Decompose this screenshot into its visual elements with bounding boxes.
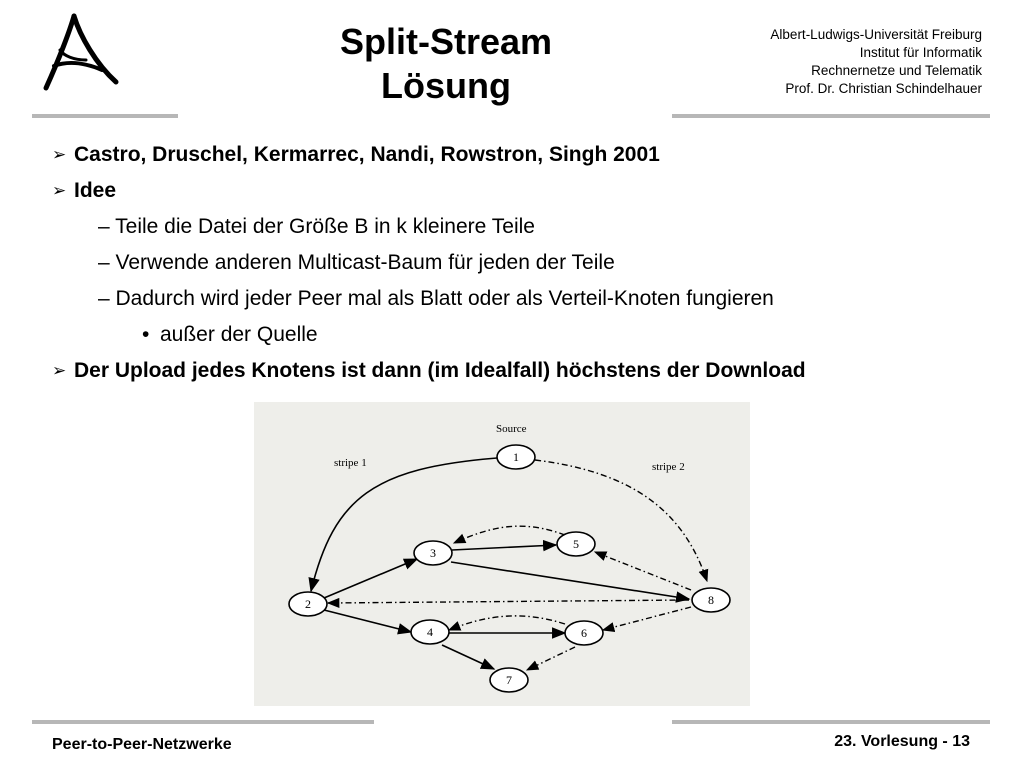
edge-2-3 — [324, 559, 417, 598]
sub-bullet: – Teile die Datei der Größe B in k kleinere Teile — [98, 215, 535, 238]
edge-3-5 — [452, 545, 556, 550]
bullet-authors — [52, 137, 1002, 173]
title-line-2: Lösung — [381, 65, 511, 106]
sub-sub-bullet — [52, 317, 1002, 353]
affiliation-line: Prof. Dr. Christian Schindelhauer — [785, 81, 982, 96]
edge-2-4 — [324, 610, 411, 632]
edge-6-7 — [527, 647, 575, 670]
edge-3-8 — [451, 562, 689, 599]
footer-divider-left — [32, 720, 374, 724]
stripe-2-label: stripe 2 — [652, 461, 685, 473]
bullet-text: Castro, Druschel, Kermarrec, Nandi, Rowstron, Singh 2001 — [74, 143, 660, 166]
affiliation-line: Albert-Ludwigs-Universität Freiburg — [770, 27, 982, 42]
affiliation-line: Rechnernetze und Telematik — [811, 63, 982, 78]
node-label: 6 — [581, 626, 587, 640]
bullet-text: Idee — [74, 179, 117, 202]
stripe-1-edges — [311, 458, 689, 669]
sub-bullet: – Dadurch wird jeder Peer mal als Blatt oder als Verteil-Knoten fungieren — [98, 287, 774, 310]
footer-slide-number: 23. Vorlesung - 13 — [834, 733, 970, 750]
affiliation-block — [662, 26, 982, 98]
bullet-upload — [52, 353, 1002, 389]
bullet-list — [52, 137, 1002, 389]
edge-1-2 — [311, 458, 497, 591]
node-label: 7 — [506, 673, 512, 687]
footer-divider-right — [672, 720, 990, 724]
node-label: 2 — [305, 597, 311, 611]
node-label: 5 — [573, 537, 579, 551]
arrow-bullet-icon: ➢ — [52, 181, 67, 200]
university-logo-icon — [30, 12, 130, 94]
title-line-1: Split-Stream — [339, 21, 553, 62]
arrow-bullet-icon: ➢ — [52, 145, 67, 164]
node-label: 1 — [513, 450, 519, 464]
affiliation-line: Institut für Informatik — [859, 45, 982, 60]
node-label: 3 — [430, 546, 436, 560]
edge-6-4 — [449, 616, 565, 630]
page-title — [270, 20, 622, 108]
edge-1-8 — [535, 460, 707, 581]
header-divider-right — [672, 114, 990, 118]
bullet-text: außer der Quelle — [160, 323, 318, 346]
footer-course-title: Peer-to-Peer-Netzwerke — [52, 736, 232, 753]
graph-nodes — [289, 445, 730, 692]
dot-bullet-icon: • — [142, 323, 150, 346]
edge-5-3 — [454, 526, 565, 543]
splitstream-graph — [254, 402, 750, 706]
edge-8-2 — [328, 600, 689, 603]
stripe-2-edges — [328, 460, 707, 670]
bullet-text: Der Upload jedes Knotens ist dann (im Idealfall) höchstens der Download — [74, 359, 806, 382]
source-label: Source — [496, 423, 527, 435]
splitstream-diagram — [254, 402, 750, 706]
node-label: 4 — [427, 625, 433, 639]
edge-4-7 — [442, 645, 494, 669]
sub-bullet: – Verwende anderen Multicast-Baum für jeden der Teile — [98, 251, 615, 274]
edge-8-6 — [603, 607, 691, 630]
bullet-idea — [52, 173, 1002, 209]
arrow-bullet-icon: ➢ — [52, 361, 67, 380]
edge-8-5 — [595, 552, 691, 590]
header-divider-left — [32, 114, 178, 118]
node-label: 8 — [708, 593, 714, 607]
stripe-1-label: stripe 1 — [334, 457, 367, 469]
